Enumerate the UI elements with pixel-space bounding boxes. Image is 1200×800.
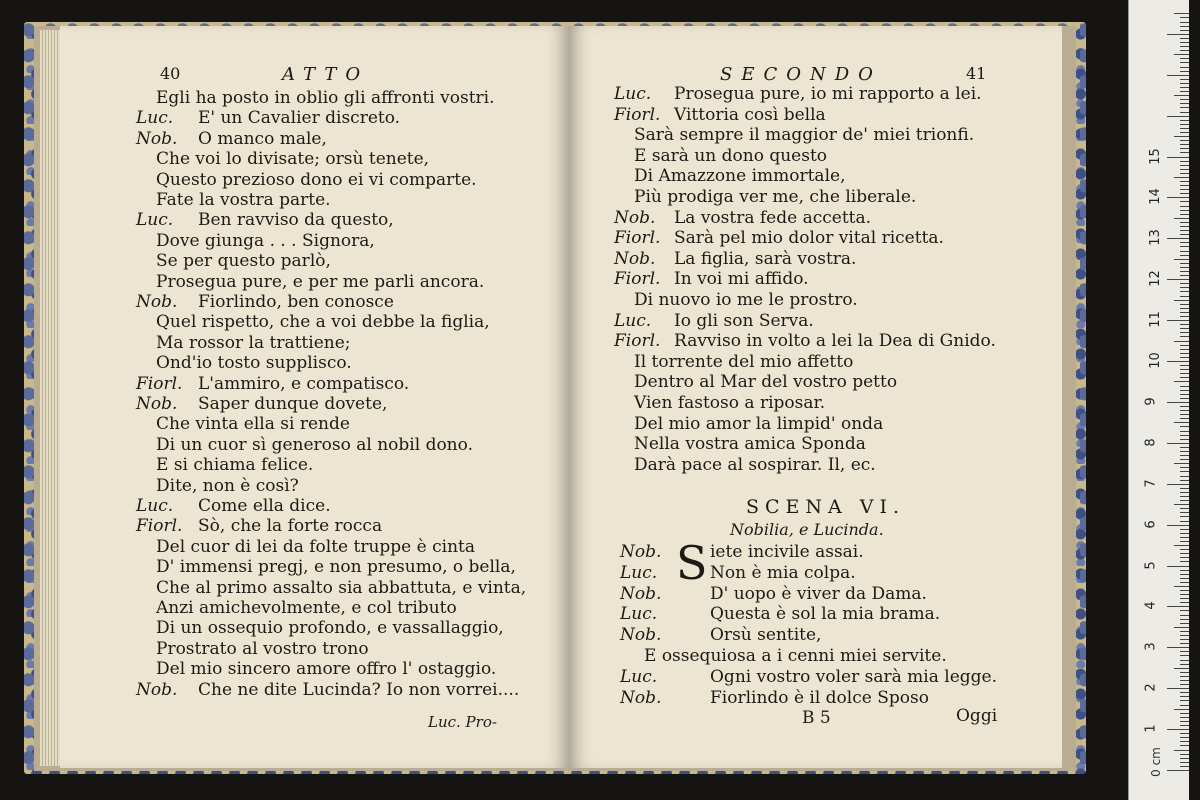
verse-line: Fiorlindo, ben conosce bbox=[198, 292, 394, 312]
ruler-tick bbox=[1180, 308, 1189, 309]
ruler-tick bbox=[1180, 230, 1189, 231]
ruler-tick bbox=[1167, 320, 1189, 321]
ruler-tick bbox=[1174, 750, 1189, 751]
speaker-label: Luc. bbox=[620, 604, 658, 625]
verse-line: Di un ossequio profondo, e vassallaggio, bbox=[156, 618, 504, 639]
speaker-label: Nob. bbox=[620, 583, 662, 604]
ruler-tick bbox=[1180, 537, 1189, 538]
ruler-tick bbox=[1174, 95, 1189, 96]
ruler-tick bbox=[1180, 91, 1189, 92]
verse-line: Egli ha posto in oblio gli affronti vostri. bbox=[156, 88, 495, 108]
verse-line: Ben ravviso da questo, bbox=[198, 210, 394, 231]
ruler-tick bbox=[1180, 336, 1189, 337]
ruler-tick bbox=[1180, 287, 1189, 288]
ruler-tick bbox=[1180, 173, 1189, 174]
ruler-tick bbox=[1180, 206, 1189, 207]
ruler-tick bbox=[1180, 447, 1189, 448]
ruler-tick bbox=[1174, 627, 1189, 628]
ruler-tick bbox=[1180, 467, 1189, 468]
ruler-tick bbox=[1167, 34, 1189, 35]
ruler-tick bbox=[1174, 136, 1189, 137]
verse-line: Che al primo assalto sia abbattuta, e vinta, bbox=[156, 577, 527, 598]
ruler-tick bbox=[1180, 263, 1189, 264]
ruler-tick bbox=[1180, 529, 1189, 530]
speaker-label: Nob. bbox=[136, 128, 178, 149]
ruler-tick bbox=[1180, 459, 1189, 460]
ruler-tick bbox=[1180, 144, 1189, 145]
ruler-tick bbox=[1180, 414, 1189, 415]
ruler-tick bbox=[1180, 79, 1189, 80]
ruler-number: 4 bbox=[1143, 601, 1159, 611]
ruler-tick bbox=[1180, 455, 1189, 456]
ruler-tick bbox=[1180, 62, 1189, 63]
ruler-tick bbox=[1180, 67, 1189, 68]
ruler-tick bbox=[1180, 83, 1189, 84]
ruler-tick bbox=[1180, 140, 1189, 141]
ruler-tick bbox=[1180, 480, 1189, 481]
verse-line: Prosegua pure, e per me parli ancora. bbox=[156, 271, 485, 292]
ruler-tick bbox=[1180, 349, 1189, 350]
ruler-tick bbox=[1180, 521, 1189, 522]
ruler-tick bbox=[1167, 525, 1189, 526]
ruler-tick bbox=[1180, 22, 1189, 23]
speaker-label: Nob. bbox=[620, 625, 662, 646]
verse-line: Di un cuor sì generoso al nobil dono. bbox=[156, 434, 473, 455]
ruler-tick bbox=[1180, 664, 1189, 665]
ruler-tick bbox=[1180, 394, 1189, 395]
verse-line: La figlia, sarà vostra. bbox=[674, 248, 857, 269]
ruler-tick bbox=[1180, 316, 1189, 317]
ruler-tick bbox=[1180, 377, 1189, 378]
ruler-tick bbox=[1180, 214, 1189, 215]
ruler-tick bbox=[1180, 570, 1189, 571]
verse-line: Come ella dice. bbox=[198, 496, 331, 516]
ruler-tick bbox=[1180, 496, 1189, 497]
ruler-tick bbox=[1180, 631, 1189, 632]
left-page bbox=[60, 26, 569, 768]
verse-line: Sò, che la forte rocca bbox=[198, 516, 383, 537]
ruler-tick bbox=[1180, 17, 1189, 18]
ruler-tick bbox=[1180, 38, 1189, 39]
ruler-tick bbox=[1180, 46, 1189, 47]
ruler-tick bbox=[1180, 181, 1189, 182]
ruler-tick bbox=[1180, 684, 1189, 685]
speaker-label: Nob. bbox=[136, 292, 178, 312]
ruler-tick bbox=[1180, 471, 1189, 472]
ruler-tick bbox=[1180, 619, 1189, 620]
ruler-tick bbox=[1180, 193, 1189, 194]
ruler-tick bbox=[1180, 345, 1189, 346]
verse-line: D' uopo è viver da Dama. bbox=[710, 583, 927, 604]
verse-line: Vien fastoso a riposar. bbox=[634, 393, 826, 413]
ruler-number: 11 bbox=[1147, 311, 1163, 328]
verse-line: Nella vostra amica Sponda bbox=[634, 434, 866, 455]
verse-line: Darà pace al sospirar. Il, ec. bbox=[634, 454, 876, 475]
ruler-tick bbox=[1167, 197, 1189, 198]
ruler-number: 1 bbox=[1143, 724, 1159, 733]
speaker-label: Fiorl. bbox=[614, 228, 661, 249]
verse-line: E ossequiosa a i cenni miei servite. bbox=[644, 646, 947, 666]
ruler-tick bbox=[1180, 185, 1189, 186]
verse-line: D' immensi pregj, e non presumo, o bella, bbox=[156, 557, 516, 578]
ruler-tick bbox=[1180, 721, 1189, 722]
right-page bbox=[570, 26, 1062, 768]
ruler-tick bbox=[1167, 484, 1189, 485]
right-running-head: SECONDO bbox=[720, 64, 882, 85]
ruler-tick bbox=[1174, 586, 1189, 587]
ruler-tick bbox=[1167, 361, 1189, 362]
ruler-tick bbox=[1180, 365, 1189, 366]
ruler-tick bbox=[1180, 58, 1189, 59]
verse-line: Di nuovo io me le prostro. bbox=[634, 290, 858, 310]
ruler-tick bbox=[1167, 688, 1189, 689]
ruler-tick bbox=[1180, 541, 1189, 542]
verse-line: Del cuor di lei da folte truppe è cinta bbox=[156, 536, 475, 557]
ruler-tick bbox=[1180, 516, 1189, 517]
ruler-number: 3 bbox=[1143, 642, 1159, 651]
speaker-label: Luc. bbox=[136, 210, 174, 231]
ruler-tick bbox=[1174, 54, 1189, 55]
ruler-number: 6 bbox=[1143, 519, 1159, 529]
ruler-tick bbox=[1174, 259, 1189, 260]
ruler-tick bbox=[1180, 369, 1189, 370]
ruler-number: 12 bbox=[1147, 270, 1163, 287]
verse-line: Prostrato al vostro trono bbox=[156, 638, 369, 659]
ruler-tick bbox=[1180, 582, 1189, 583]
ruler-tick bbox=[1167, 402, 1189, 403]
ruler-tick bbox=[1180, 594, 1189, 595]
ruler-tick bbox=[1180, 353, 1189, 354]
ruler-tick bbox=[1180, 598, 1189, 599]
verse-line: Più prodiga ver me, che liberale. bbox=[634, 187, 917, 207]
ruler-number: 7 bbox=[1143, 479, 1159, 488]
verse-line: Fate la vostra parte. bbox=[156, 190, 331, 210]
ruler-tick bbox=[1180, 508, 1189, 509]
ruler-tick bbox=[1180, 680, 1189, 681]
left-catchword: Luc. Pro- bbox=[428, 713, 497, 731]
speaker-label: Nob. bbox=[620, 542, 662, 562]
ruler-number: 5 bbox=[1143, 560, 1159, 570]
ruler-number: 14 bbox=[1147, 188, 1163, 206]
ruler-tick bbox=[1180, 725, 1189, 726]
verse-line: Dentro al Mar del vostro petto bbox=[634, 372, 898, 393]
ruler-tick bbox=[1174, 381, 1189, 382]
ruler-tick bbox=[1180, 635, 1189, 636]
ruler-tick bbox=[1167, 116, 1189, 117]
ruler-tick bbox=[1180, 332, 1189, 333]
ruler-tick bbox=[1180, 745, 1189, 746]
ruler-tick bbox=[1167, 566, 1189, 567]
ruler-tick bbox=[1180, 226, 1189, 227]
ruler-tick bbox=[1174, 341, 1189, 342]
ruler-tick bbox=[1180, 242, 1189, 243]
speaker-label: Luc. bbox=[614, 310, 652, 331]
ruler-number: 13 bbox=[1147, 229, 1163, 247]
ruler-number: 8 bbox=[1143, 438, 1159, 447]
ruler-tick bbox=[1180, 476, 1189, 477]
verse-line: Non è mia colpa. bbox=[710, 562, 856, 583]
verse-line: E' un Cavalier discreto. bbox=[198, 108, 401, 129]
ruler-tick bbox=[1167, 606, 1189, 607]
verse-line: Sarà sempre il maggior de' miei trionfi. bbox=[634, 125, 975, 146]
ruler-tick bbox=[1180, 328, 1189, 329]
ruler-tick bbox=[1180, 373, 1189, 374]
ruler-tick bbox=[1180, 148, 1189, 149]
ruler-tick bbox=[1180, 758, 1189, 759]
verse-line: In voi mi affido. bbox=[674, 269, 809, 290]
verse-line: Fiorlindo è il dolce Sposo bbox=[710, 687, 929, 708]
ruler-tick bbox=[1180, 431, 1189, 432]
ruler-tick bbox=[1180, 500, 1189, 501]
verse-line: Quel rispetto, che a voi debbe la figlia, bbox=[156, 312, 490, 333]
ruler-tick bbox=[1167, 729, 1189, 730]
ruler-tick bbox=[1180, 152, 1189, 153]
speaker-label: Fiorl. bbox=[614, 269, 661, 290]
ruler-tick bbox=[1180, 234, 1189, 235]
ruler-tick bbox=[1180, 26, 1189, 27]
ruler-tick bbox=[1180, 696, 1189, 697]
left-running-head: ATTO bbox=[282, 64, 370, 85]
speaker-label: Fiorl. bbox=[136, 516, 183, 537]
ruler-tick bbox=[1180, 357, 1189, 358]
verse-line: Ogni vostro voler sarà mia legge. bbox=[710, 666, 997, 687]
ruler-tick bbox=[1180, 42, 1189, 43]
ruler-number: 9 bbox=[1143, 397, 1159, 406]
ruler-tick bbox=[1180, 512, 1189, 513]
scene-subtitle: Nobilia, e Lucinda. bbox=[730, 520, 884, 539]
ruler-tick bbox=[1180, 304, 1189, 305]
speaker-label: Nob. bbox=[614, 207, 656, 228]
ruler-tick bbox=[1180, 610, 1189, 611]
ruler-tick bbox=[1180, 255, 1189, 256]
ruler-tick bbox=[1180, 99, 1189, 100]
speaker-label: Nob. bbox=[620, 687, 662, 708]
ruler-tick bbox=[1180, 602, 1189, 603]
ruler-tick bbox=[1180, 410, 1189, 411]
ruler-tick bbox=[1180, 700, 1189, 701]
ruler-tick bbox=[1180, 210, 1189, 211]
verse-line: Se per questo parlò, bbox=[156, 251, 331, 272]
ruler-tick bbox=[1180, 655, 1189, 656]
ruler-tick bbox=[1180, 578, 1189, 579]
ruler-tick bbox=[1174, 504, 1189, 505]
ruler-tick bbox=[1167, 157, 1189, 158]
verse-line: L'ammiro, e compatisco. bbox=[198, 373, 410, 394]
ruler-tick bbox=[1180, 590, 1189, 591]
ruler-tick bbox=[1180, 189, 1189, 190]
right-catchword: Oggi bbox=[956, 706, 998, 726]
verse-line: Anzi amichevolmente, e col tributo bbox=[156, 598, 457, 618]
ruler-tick bbox=[1174, 422, 1189, 423]
ruler-tick bbox=[1180, 451, 1189, 452]
ruler-tick bbox=[1180, 201, 1189, 202]
ruler-tick bbox=[1180, 561, 1189, 562]
ruler-tick bbox=[1180, 296, 1189, 297]
ruler-tick bbox=[1180, 623, 1189, 624]
speaker-label: Fiorl. bbox=[136, 373, 183, 394]
ruler-tick bbox=[1180, 50, 1189, 51]
ruler-tick bbox=[1180, 615, 1189, 616]
ruler-tick bbox=[1180, 283, 1189, 284]
verse-line: Ma rossor la trattiene; bbox=[156, 332, 351, 353]
ruler-tick bbox=[1180, 672, 1189, 673]
ruler-tick bbox=[1180, 312, 1189, 313]
ruler-tick bbox=[1180, 533, 1189, 534]
ruler-tick bbox=[1180, 762, 1189, 763]
verse-line: E si chiama felice. bbox=[156, 455, 314, 476]
ruler-tick bbox=[1167, 770, 1189, 771]
speaker-label: Nob. bbox=[136, 394, 178, 414]
verse-line: Ond'io tosto supplisco. bbox=[156, 353, 352, 374]
verse-line: Questo prezioso dono ei vi comparte. bbox=[156, 169, 477, 190]
ruler-tick bbox=[1180, 128, 1189, 129]
speaker-label: Luc. bbox=[620, 666, 658, 687]
ruler-tick bbox=[1180, 549, 1189, 550]
ruler-tick bbox=[1180, 398, 1189, 399]
ruler-tick bbox=[1180, 165, 1189, 166]
ruler-tick bbox=[1174, 463, 1189, 464]
ruler-tick bbox=[1174, 218, 1189, 219]
speaker-label: Nob. bbox=[136, 679, 178, 700]
left-page-number: 40 bbox=[160, 64, 181, 83]
ruler-tick bbox=[1174, 13, 1189, 14]
verse-line: Questa è sol la mia brama. bbox=[710, 604, 941, 625]
ruler-tick bbox=[1167, 279, 1189, 280]
ruler-number: 15 bbox=[1147, 147, 1163, 165]
ruler-tick bbox=[1180, 737, 1189, 738]
ruler-tick bbox=[1180, 112, 1189, 113]
verse-line: Il torrente del mio affetto bbox=[634, 351, 854, 372]
speaker-label: Fiorl. bbox=[614, 331, 661, 352]
speaker-label: Luc. bbox=[136, 496, 174, 516]
ruler-tick bbox=[1180, 651, 1189, 652]
verse-line: Sarà pel mio dolor vital ricetta. bbox=[674, 228, 944, 249]
ruler-number: 2 bbox=[1143, 683, 1159, 692]
ruler-tick bbox=[1180, 705, 1189, 706]
ruler-tick bbox=[1174, 545, 1189, 546]
ruler-tick bbox=[1180, 120, 1189, 121]
ruler-tick bbox=[1180, 418, 1189, 419]
page-edges bbox=[40, 30, 62, 766]
verse-line: Del mio sincero amore offro l' ostaggio. bbox=[156, 659, 497, 680]
ruler-tick bbox=[1180, 557, 1189, 558]
ruler-tick bbox=[1167, 443, 1189, 444]
scene-title: SCENA VI. bbox=[746, 496, 906, 518]
speaker-label: Luc. bbox=[136, 108, 174, 129]
verse-line: iete incivile assai. bbox=[710, 542, 864, 562]
right-page-number: 41 bbox=[966, 64, 987, 83]
verse-line: Che voi lo divisate; orsù tenete, bbox=[156, 149, 430, 170]
drop-cap: S bbox=[676, 536, 708, 590]
verse-line: E sarà un dono questo bbox=[634, 145, 828, 166]
verse-line: Dite, non è così? bbox=[156, 475, 299, 496]
speaker-label: Fiorl. bbox=[614, 104, 661, 125]
speaker-label: Luc. bbox=[620, 562, 658, 583]
ruler-tick bbox=[1180, 741, 1189, 742]
verse-line: Orsù sentite, bbox=[710, 625, 822, 646]
ruler-tick bbox=[1180, 103, 1189, 104]
ruler-tick bbox=[1180, 660, 1189, 661]
verse-line: Dove giunga . . . Signora, bbox=[156, 230, 375, 251]
ruler-tick bbox=[1180, 71, 1189, 72]
ruler-tick bbox=[1180, 406, 1189, 407]
ruler-tick bbox=[1180, 717, 1189, 718]
ruler-tick bbox=[1174, 709, 1189, 710]
ruler-tick bbox=[1180, 30, 1189, 31]
verse-line: Di Amazzone immortale, bbox=[634, 166, 846, 187]
verse-line: Vittoria così bella bbox=[674, 104, 826, 125]
ruler-tick bbox=[1180, 754, 1189, 755]
ruler-tick bbox=[1180, 275, 1189, 276]
ruler-tick bbox=[1180, 426, 1189, 427]
ruler-tick bbox=[1167, 75, 1189, 76]
verse-line: Del mio amor la limpid' onda bbox=[634, 413, 884, 434]
speaker-label: Nob. bbox=[614, 248, 656, 269]
ruler-tick bbox=[1180, 676, 1189, 677]
verse-line: La vostra fede accetta. bbox=[674, 207, 872, 228]
ruler-tick bbox=[1180, 169, 1189, 170]
ruler-tick bbox=[1180, 124, 1189, 125]
ruler-tick bbox=[1180, 87, 1189, 88]
ruler-tick bbox=[1180, 766, 1189, 767]
verse-line: O manco male, bbox=[198, 128, 327, 149]
verse-line: Prosegua pure, io mi rapporto a lei. bbox=[674, 84, 982, 104]
ruler-tick bbox=[1180, 386, 1189, 387]
ruler-tick bbox=[1174, 668, 1189, 669]
ruler-tick bbox=[1174, 300, 1189, 301]
ruler-tick bbox=[1167, 238, 1189, 239]
ruler-tick bbox=[1180, 222, 1189, 223]
ruler-tick bbox=[1180, 107, 1189, 108]
ruler-number: 10 bbox=[1147, 352, 1163, 369]
ruler-tick bbox=[1180, 324, 1189, 325]
ruler-tick bbox=[1180, 267, 1189, 268]
ruler-tick bbox=[1180, 271, 1189, 272]
ruler-tick bbox=[1174, 177, 1189, 178]
ruler-tick bbox=[1167, 647, 1189, 648]
ruler-tick bbox=[1180, 390, 1189, 391]
ruler-tick bbox=[1180, 692, 1189, 693]
ruler-tick bbox=[1180, 439, 1189, 440]
ruler-tick bbox=[1180, 733, 1189, 734]
ruler-tick bbox=[1180, 435, 1189, 436]
verse-line: Che vinta ella si rende bbox=[156, 414, 350, 435]
verse-line: Ravviso in volto a lei la Dea di Gnido. bbox=[674, 331, 996, 352]
ruler-tick bbox=[1180, 246, 1189, 247]
ruler-tick bbox=[1180, 132, 1189, 133]
ruler-tick bbox=[1180, 291, 1189, 292]
ruler-tick bbox=[1180, 639, 1189, 640]
ruler-unit-label: 0 cm bbox=[1148, 747, 1163, 777]
ruler-tick bbox=[1180, 492, 1189, 493]
ruler-tick bbox=[1180, 161, 1189, 162]
verse-line: Saper dunque dovete, bbox=[198, 394, 388, 414]
ruler-tick bbox=[1180, 643, 1189, 644]
ruler-tick bbox=[1180, 574, 1189, 575]
ruler-tick bbox=[1180, 488, 1189, 489]
speaker-label: Luc. bbox=[614, 84, 652, 104]
ruler-tick bbox=[1180, 553, 1189, 554]
verse-line: Io gli son Serva. bbox=[674, 310, 814, 331]
ruler-tick bbox=[1180, 713, 1189, 714]
ruler-tick bbox=[1180, 251, 1189, 252]
verse-line: Che ne dite Lucinda? Io non vorrei.... bbox=[198, 679, 520, 700]
signature-mark: B 5 bbox=[802, 708, 831, 728]
measurement-ruler bbox=[1128, 0, 1189, 800]
